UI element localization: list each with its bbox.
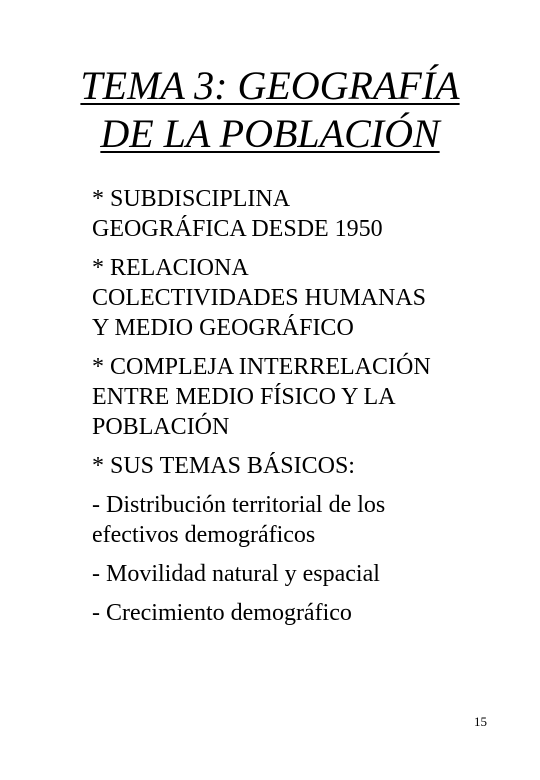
slide-title-line: DE LA POBLACIÓN [100, 111, 440, 156]
bullet-line: * COMPLEJA INTERRELACIÓN [92, 354, 431, 380]
bullet-item [92, 184, 512, 244]
bullet-line: ENTRE MEDIO FÍSICO Y LA [92, 384, 396, 410]
dash-item [92, 559, 512, 589]
slide-title [0, 62, 540, 158]
bullet-line: * SUBDISCIPLINA [92, 186, 291, 212]
bullet-line: * RELACIONA [92, 255, 249, 281]
dash-item [92, 490, 512, 550]
bullet-line: COLECTIVIDADES HUMANAS [92, 285, 426, 311]
bullet-item [92, 352, 512, 442]
bullet-line: Y MEDIO GEOGRÁFICO [92, 315, 354, 341]
dash-line: - Distribución territorial de los [92, 492, 386, 518]
dash-line: - Crecimiento demográfico [92, 600, 352, 626]
bullet-item [92, 451, 512, 481]
slide-title-line: TEMA 3: GEOGRAFÍA [80, 63, 460, 108]
bullet-line: GEOGRÁFICA DESDE 1950 [92, 216, 383, 242]
dash-line: efectivos demográficos [92, 522, 316, 548]
dash-item [92, 598, 512, 628]
page-number: 15 [474, 714, 487, 729]
bullet-line: * SUS TEMAS BÁSICOS: [92, 453, 355, 479]
slide-bullet-list [92, 184, 512, 637]
bullet-line: POBLACIÓN [92, 414, 230, 440]
dash-line: - Movilidad natural y espacial [92, 561, 380, 587]
bullet-item [92, 253, 512, 343]
